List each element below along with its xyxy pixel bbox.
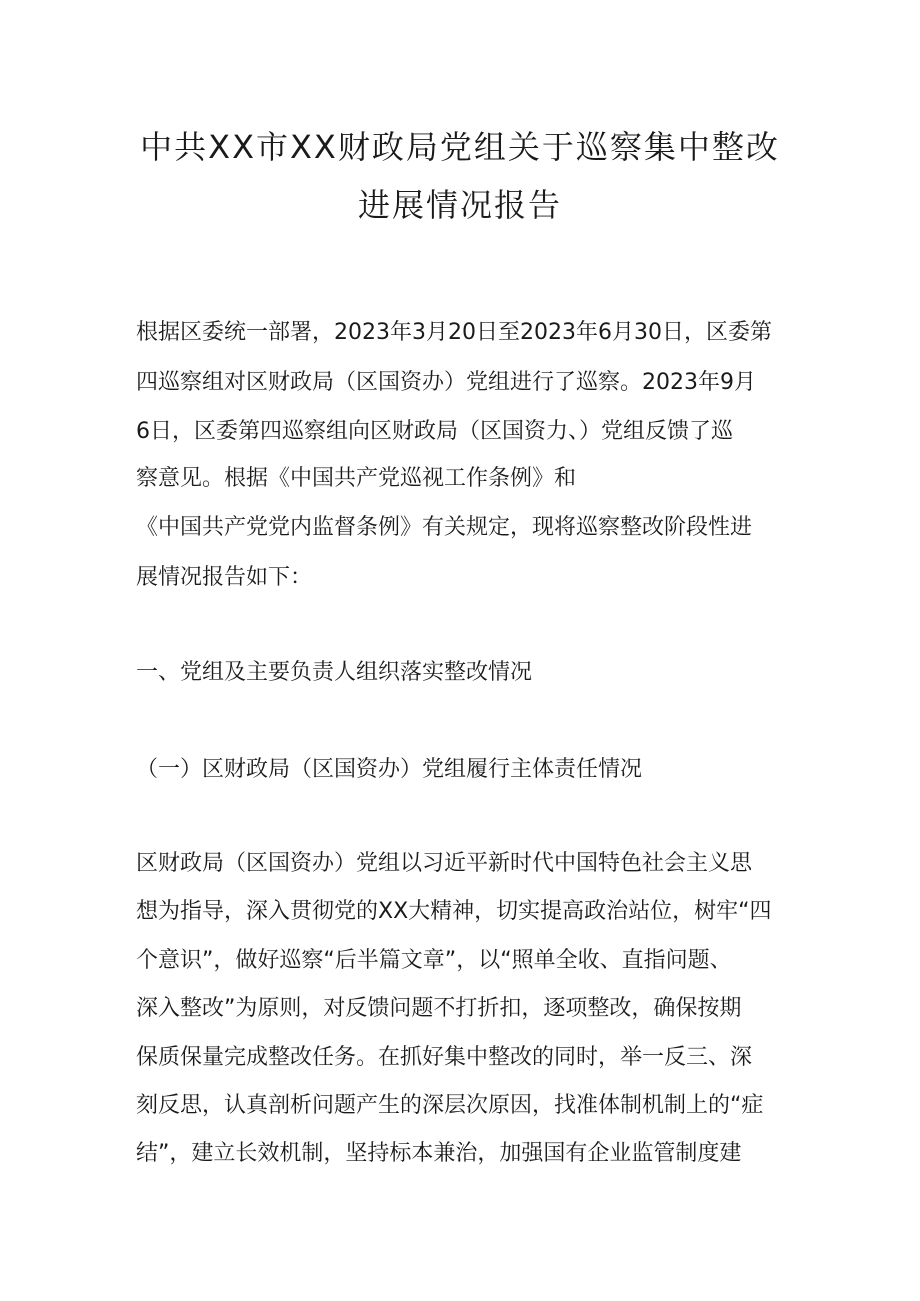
body-paragraph-line-5: 保质保量完成整改任务。在抓好集中整改的同时，举一反三、深 — [136, 1045, 753, 1070]
intro-paragraph-line-2: 四巡察组对区财政局（区国资办）党组进行了巡察。2023年9月 — [136, 370, 756, 395]
document-title-line-2: 进展情况报告 — [357, 186, 562, 224]
body-paragraph-line-1: 区财政局（区国资办）党组以习近平新时代中国特色社会主义思 — [136, 851, 753, 876]
subsection-heading: （一）区财政局（区国资办）党组履行主体责任情况 — [136, 757, 643, 782]
document-title-line-1: 中共XX市XX财政局党组关于巡察集中整改 — [140, 128, 780, 166]
body-paragraph-line-2: 想为指导，深入贯彻党的XX大精神，切实提高政治站位，树牢“四 — [136, 899, 772, 924]
body-paragraph-line-6: 刻反思，认真剖析问题产生的深层次原因，找准体制机制上的“症 — [136, 1093, 764, 1118]
body-paragraph-line-3: 个意识”，做好巡察“后半篇文章”，以“照单全收、直指问题、 — [136, 948, 732, 973]
section-heading: 一、党组及主要负责人组织落实整改情况 — [136, 660, 533, 685]
body-paragraph-line-7: 结”，建立长效机制，坚持标本兼治，加强国有企业监管制度建 — [136, 1141, 742, 1166]
intro-paragraph-line-6: 展情况报告如下： — [136, 565, 313, 590]
intro-paragraph-line-3: 6日，区委第四巡察组向区财政局（区国资力、）党组反馈了巡 — [136, 419, 733, 444]
intro-paragraph-line-4: 察意见。根据《中国共产党巡视工作条例》和 — [136, 466, 577, 491]
body-paragraph-line-4: 深入整改”为原则，对反馈问题不打折扣，逐项整改，确保按期 — [136, 996, 742, 1021]
intro-paragraph-line-1: 根据区委统一部署，2023年3月20日至2023年6月30日，区委第 — [136, 320, 772, 345]
document-title — [0, 118, 920, 234]
intro-paragraph-line-5: 《中国共产党党内监督条例》有关规定，现将巡察整改阶段性进 — [136, 515, 753, 540]
